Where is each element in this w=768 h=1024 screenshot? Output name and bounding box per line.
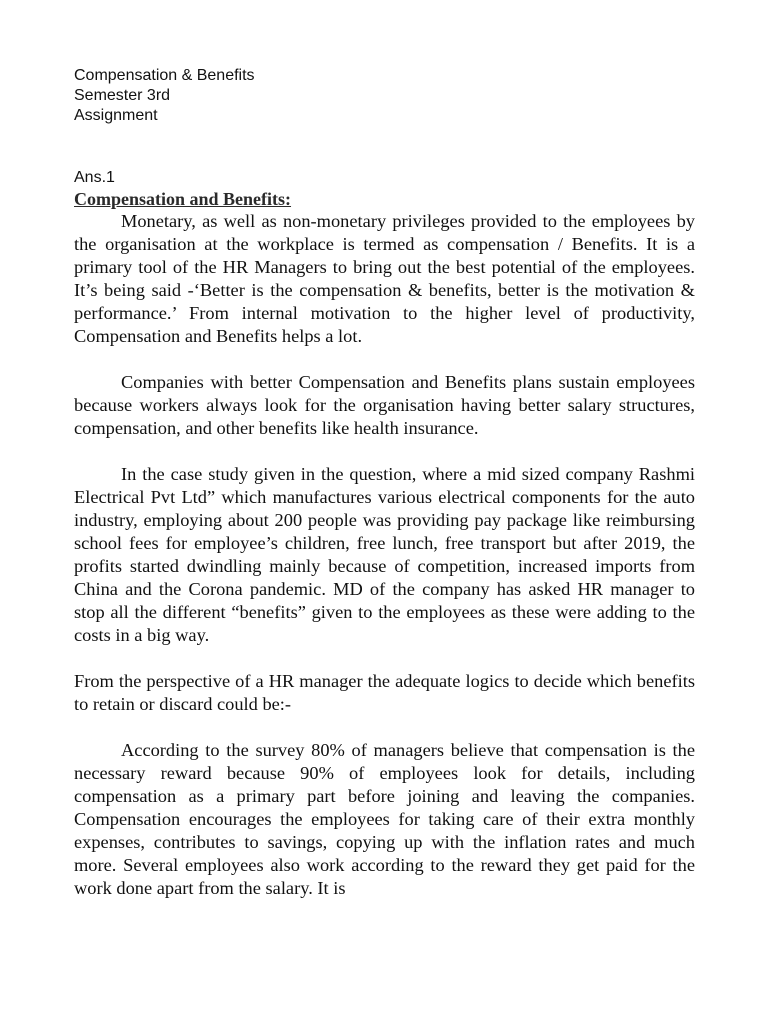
semester-label: Semester 3rd — [74, 87, 171, 104]
section-title: Compensation and Benefits: — [74, 189, 292, 209]
paragraph-companies: Companies with better Compensation and Benefits plans sustain employees because workers always look for the organisation having better salary structures, compensation, and other benefits like health insurance. — [74, 372, 695, 438]
document-page — [74, 66, 695, 900]
paragraph-definition: Monetary, as well as non-monetary privileges provided to the employees by the organisation at the workplace is termed as compensation / Benefits. It is a primary tool of the HR Managers to bring out the best potential of the employees. It’s being said -‘Better is the compensation & benefits, better is the motivation & performance.’ From internal motivation to the higher level of productivity, Compensation and Benefits helps a lot. — [74, 211, 695, 346]
document-header — [74, 66, 695, 126]
assignment-label: Assignment — [74, 107, 158, 124]
course-title: Compensation & Benefits — [74, 67, 255, 84]
paragraph-hr-perspective: From the perspective of a HR manager the adequate logics to decide which benefits to retain or discard could be:- — [74, 671, 695, 714]
paragraph-case-study: In the case study given in the question, where a mid sized company Rashmi Electrical Pvt Ltd” which manufactures various electrical components for the auto industry, employing about 200 people was providing pay package like reimbursing school fees for employee’s children, free lunch, free transport but after 2019, the profits started dwindling mainly because of competition, increased imports from China and the Corona pandemic. MD of the company has asked HR manager to stop all the different “benefits” given to the employees as these were adding to the costs in a big way. — [74, 464, 695, 645]
answer-label: Ans.1 — [74, 169, 115, 186]
paragraph-survey: According to the survey 80% of managers believe that compensation is the necessary reward because 90% of employees look for details, including compensation as a primary part before joining and leaving the companies. Compensation encourages the employees for taking care of their extra monthly expenses, contributes to savings, copying up with the inflation rates and much more. Several employees also work according to the reward they get paid for the work done apart from the salary. It is — [74, 740, 695, 898]
